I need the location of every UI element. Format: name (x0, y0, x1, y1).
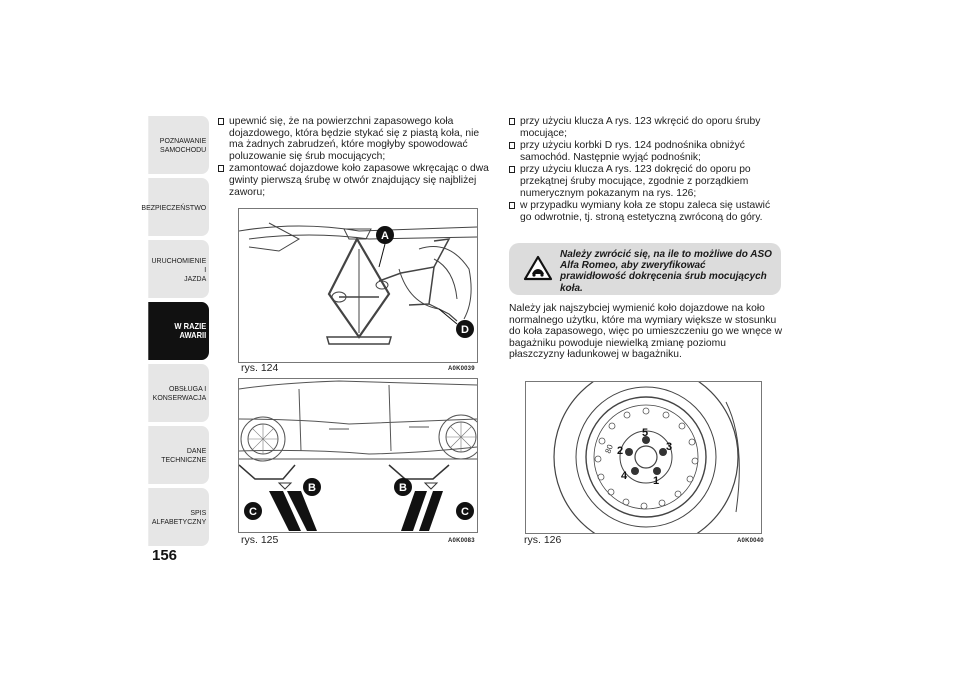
label-b-marker-left (303, 478, 321, 496)
tab-spis-alfabetyczny[interactable]: SPIS ALFABETYCZNY (148, 488, 209, 546)
checkbox-bullet-icon (218, 165, 224, 172)
svg-text:A: A (381, 230, 389, 242)
tab-obsluga-i-konserwacja[interactable]: OBSŁUGA I KONSERWACJA (148, 364, 209, 422)
list-item: przy użyciu klucza A rys. 123 wkręcić do oporu śruby mocujące; (509, 116, 784, 139)
figure-126-caption: rys. 126 (524, 534, 562, 546)
list-item: przy użyciu klucza A rys. 123 dokręcić do oporu po przekątnej śruby mocujące, zgodnie z porządkiem numerycznym pokazanym na rys. 126; (509, 164, 784, 199)
label-b-marker-right (394, 478, 412, 496)
label-d-marker (456, 320, 474, 338)
tab-poznawanie-samochodu[interactable]: POZNAWANIE SAMOCHODU (148, 116, 209, 174)
checkbox-bullet-icon (509, 166, 515, 173)
label-a-marker (376, 226, 394, 244)
figure-jack-illustration (238, 208, 478, 363)
bolt-number-5: 5 (642, 427, 649, 439)
jack-drawing (239, 209, 477, 362)
tab-dane-techniczne[interactable]: DANE TECHNICZNE (148, 426, 209, 484)
warning-box (509, 243, 781, 295)
svg-text:C: C (461, 506, 469, 518)
list-item: przy użyciu korbki D rys. 124 podnośnika obniżyć samochód. Następnie wyjąć podnośnik; (509, 140, 784, 163)
label-c-marker-right (456, 502, 474, 520)
body-paragraph: Należy jak najszybciej wymienić koło dojazdowe na koło normalnego użytku, które ma wymiary większe w stosunku do koła zapasowego, więc po umieszczeniu go we wnęce w bagażniku powoduje niewielką zmianę poziomu płaszczyzny ładunkowej w bagażniku. (509, 303, 783, 361)
tab-w-razie-awarii[interactable]: W RAZIE AWARII (148, 302, 209, 360)
list-item: w przypadku wymiany koła ze stopu zaleca się ustawić go odwrotnie, tj. stroną estetyczną zwróconą do góry. (509, 200, 784, 223)
bolt-number-2: 2 (617, 445, 624, 457)
checkbox-bullet-icon (509, 202, 515, 209)
car-jacking-drawing (239, 379, 477, 532)
figure-wheel-bolt-order (525, 381, 762, 534)
warning-triangle-icon (523, 255, 553, 281)
tab-bezpieczenstwo[interactable]: BEZPIECZEŃSTWO (148, 178, 209, 236)
figure-125-caption: rys. 125 (241, 534, 279, 546)
list-item: upewnić się, że na powierzchni zapasowego koła dojazdowego, która będzie stykać się z piastą koła, nie ma żadnych zabrudzeń, które mogłyby spowodować poluzowanie się śrub mocujących; (218, 116, 493, 162)
right-column-text (509, 116, 784, 224)
svg-text:D: D (461, 324, 469, 336)
checkbox-bullet-icon (509, 118, 515, 125)
bolt-number-3: 3 (666, 441, 673, 453)
svg-text:B: B (399, 482, 407, 494)
figure-jacking-points (238, 378, 478, 533)
checkbox-bullet-icon (218, 118, 224, 125)
tire-marking: 80 (603, 443, 615, 455)
list-item: zamontować dojazdowe koło zapasowe wkręcając o dwa gwinty pierwszą śrubę w otwór znajdujący się najbliżej zaworu; (218, 163, 493, 198)
figure-124-caption: rys. 124 (241, 362, 279, 374)
warning-text: Należy zwrócić się, na ile to możliwe do ASO Alfa Romeo, aby zweryfikować prawidłowość dokręcenia śrub mocujących koła. (560, 249, 772, 294)
tab-uruchomienie-i-jazda[interactable]: URUCHOMIENIE I JAZDA (148, 240, 209, 298)
checkbox-bullet-icon (509, 142, 515, 149)
bolt-number-4: 4 (621, 470, 628, 482)
svg-text:C: C (249, 506, 257, 518)
label-c-marker-left (244, 502, 262, 520)
bolt-number-1: 1 (653, 475, 660, 487)
page-number: 156 (152, 547, 178, 564)
figure-124-code: A0K0039 (448, 366, 475, 372)
left-column-text (218, 116, 493, 199)
figure-125-code: A0K0083 (448, 538, 475, 544)
svg-text:B: B (308, 482, 316, 494)
figure-126-code: A0K0040 (737, 538, 764, 544)
wheel-drawing (526, 382, 761, 533)
